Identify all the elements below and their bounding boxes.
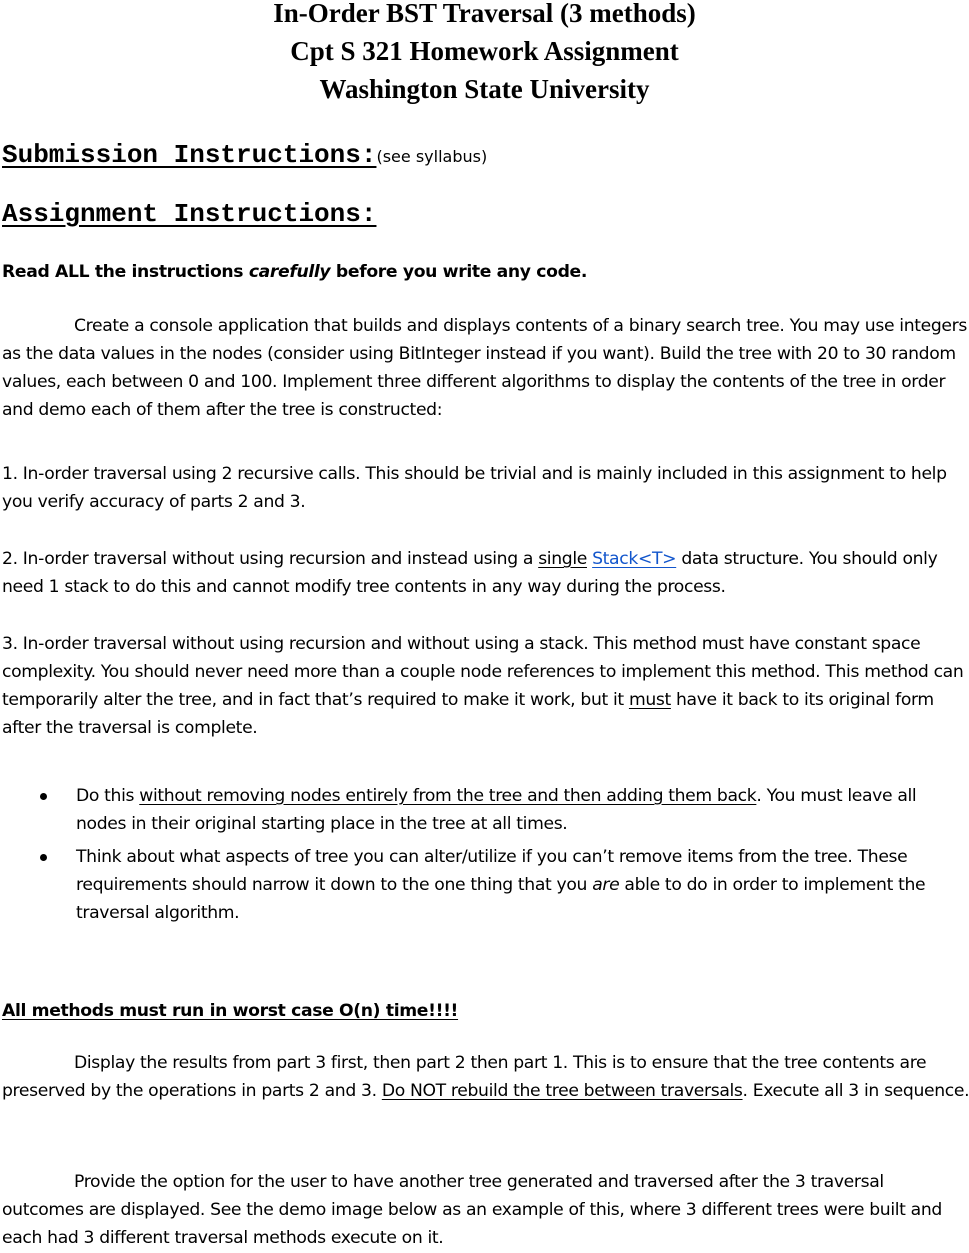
submission-note: (see syllabus) xyxy=(376,147,488,166)
submission-heading: Submission Instructions: xyxy=(2,140,377,170)
all-methods-text: All methods must run in worst case O(n) time!!!! xyxy=(2,1001,459,1021)
item-2-post: data structure. You should only need 1 stack to do this and cannot modify tree contents in any way during the process. xyxy=(2,549,938,597)
display-underlined: Do NOT rebuild the tree between traversals xyxy=(381,1081,743,1101)
bullet-2-emphasis: are xyxy=(592,875,620,895)
assignment-heading-row xyxy=(2,199,376,229)
all-methods-requirement xyxy=(2,997,969,1025)
bullet-2-pre: Think about what aspects of tree you can alter/utilize if you can’t remove items from the tree. These requirements should narrow it down to the one thing that you xyxy=(76,847,908,895)
bullet-dot-icon xyxy=(40,793,47,800)
assignment-heading: Assignment Instructions: xyxy=(2,199,377,229)
bullet-list xyxy=(0,782,969,927)
read-all-post: before you write any code. xyxy=(330,262,588,282)
submission-heading-row xyxy=(2,140,487,170)
item-2-pre: 2. In-order traversal without using recursion and instead using a xyxy=(2,549,539,569)
provide-paragraph: Provide the option for the user to have another tree generated and traversed after the 3 traversal outcomes are displayed. See the demo image below as an example of this, where 3 different trees were built and each had 3 different traversal methods execute on it. xyxy=(2,1172,942,1248)
title-line-1: In-Order BST Traversal (3 methods) xyxy=(273,0,696,28)
item-3-post: have it back to its original form after the traversal is complete. xyxy=(2,690,934,738)
item-3-pre: 3. In-order traversal without using recursion and without using a stack. This method must have constant space complexity. You should never need more than a couple node references to implement this method. This method can temporarily alter the tree, and in fact that’s required to make it work, but it xyxy=(2,634,964,710)
bullet-1-post: . You must leave all nodes in their original starting place in the tree at all times. xyxy=(76,786,917,834)
read-all-instruction xyxy=(2,258,969,286)
display-paragraph xyxy=(2,1049,969,1105)
bullet-2-post: able to do in order to implement the traversal algorithm. xyxy=(76,875,926,923)
read-all-pre: Read ALL the instructions xyxy=(2,262,249,282)
bullet-item-1 xyxy=(0,782,969,838)
bullet-item-2 xyxy=(0,843,969,927)
item-3-must: must xyxy=(628,690,671,710)
intro-paragraph: Create a console application that builds and displays contents of a binary search tree. You may use integers as the data values in the nodes (consider using BitInteger instead if you want). Build the tree with 20 to 30 random values, each between 0 and 100. Implement three different algorithms to display the contents of the tree in order and demo each of them after the tree is constructed: xyxy=(2,316,967,420)
item-3-paragraph xyxy=(2,630,969,742)
item-2-single: single xyxy=(538,549,587,569)
item-1-paragraph: 1. In-order traversal using 2 recursive calls. This should be trivial and is mainly included in this assignment to help you verify accuracy of parts 2 and 3. xyxy=(2,464,947,512)
display-pre: Display the results from part 3 first, then part 2 then part 1. This is to ensure that the tree contents are preserved by the operations in parts 2 and 3. xyxy=(2,1053,927,1101)
title-line-2: Cpt S 321 Homework Assignment xyxy=(290,36,679,66)
title-line-3: Washington State University xyxy=(319,74,650,104)
read-all-emphasis: carefully xyxy=(248,262,331,282)
item-2-paragraph xyxy=(2,545,969,601)
display-post: . Execute all 3 in sequence. xyxy=(742,1081,969,1101)
bullet-1-pre: Do this xyxy=(76,786,140,806)
bullet-dot-icon xyxy=(40,854,47,861)
stack-link[interactable]: Stack<T> xyxy=(592,549,677,569)
title-block xyxy=(0,0,969,108)
bullet-1-underlined: without removing nodes entirely from the tree and then adding them back xyxy=(139,786,757,806)
